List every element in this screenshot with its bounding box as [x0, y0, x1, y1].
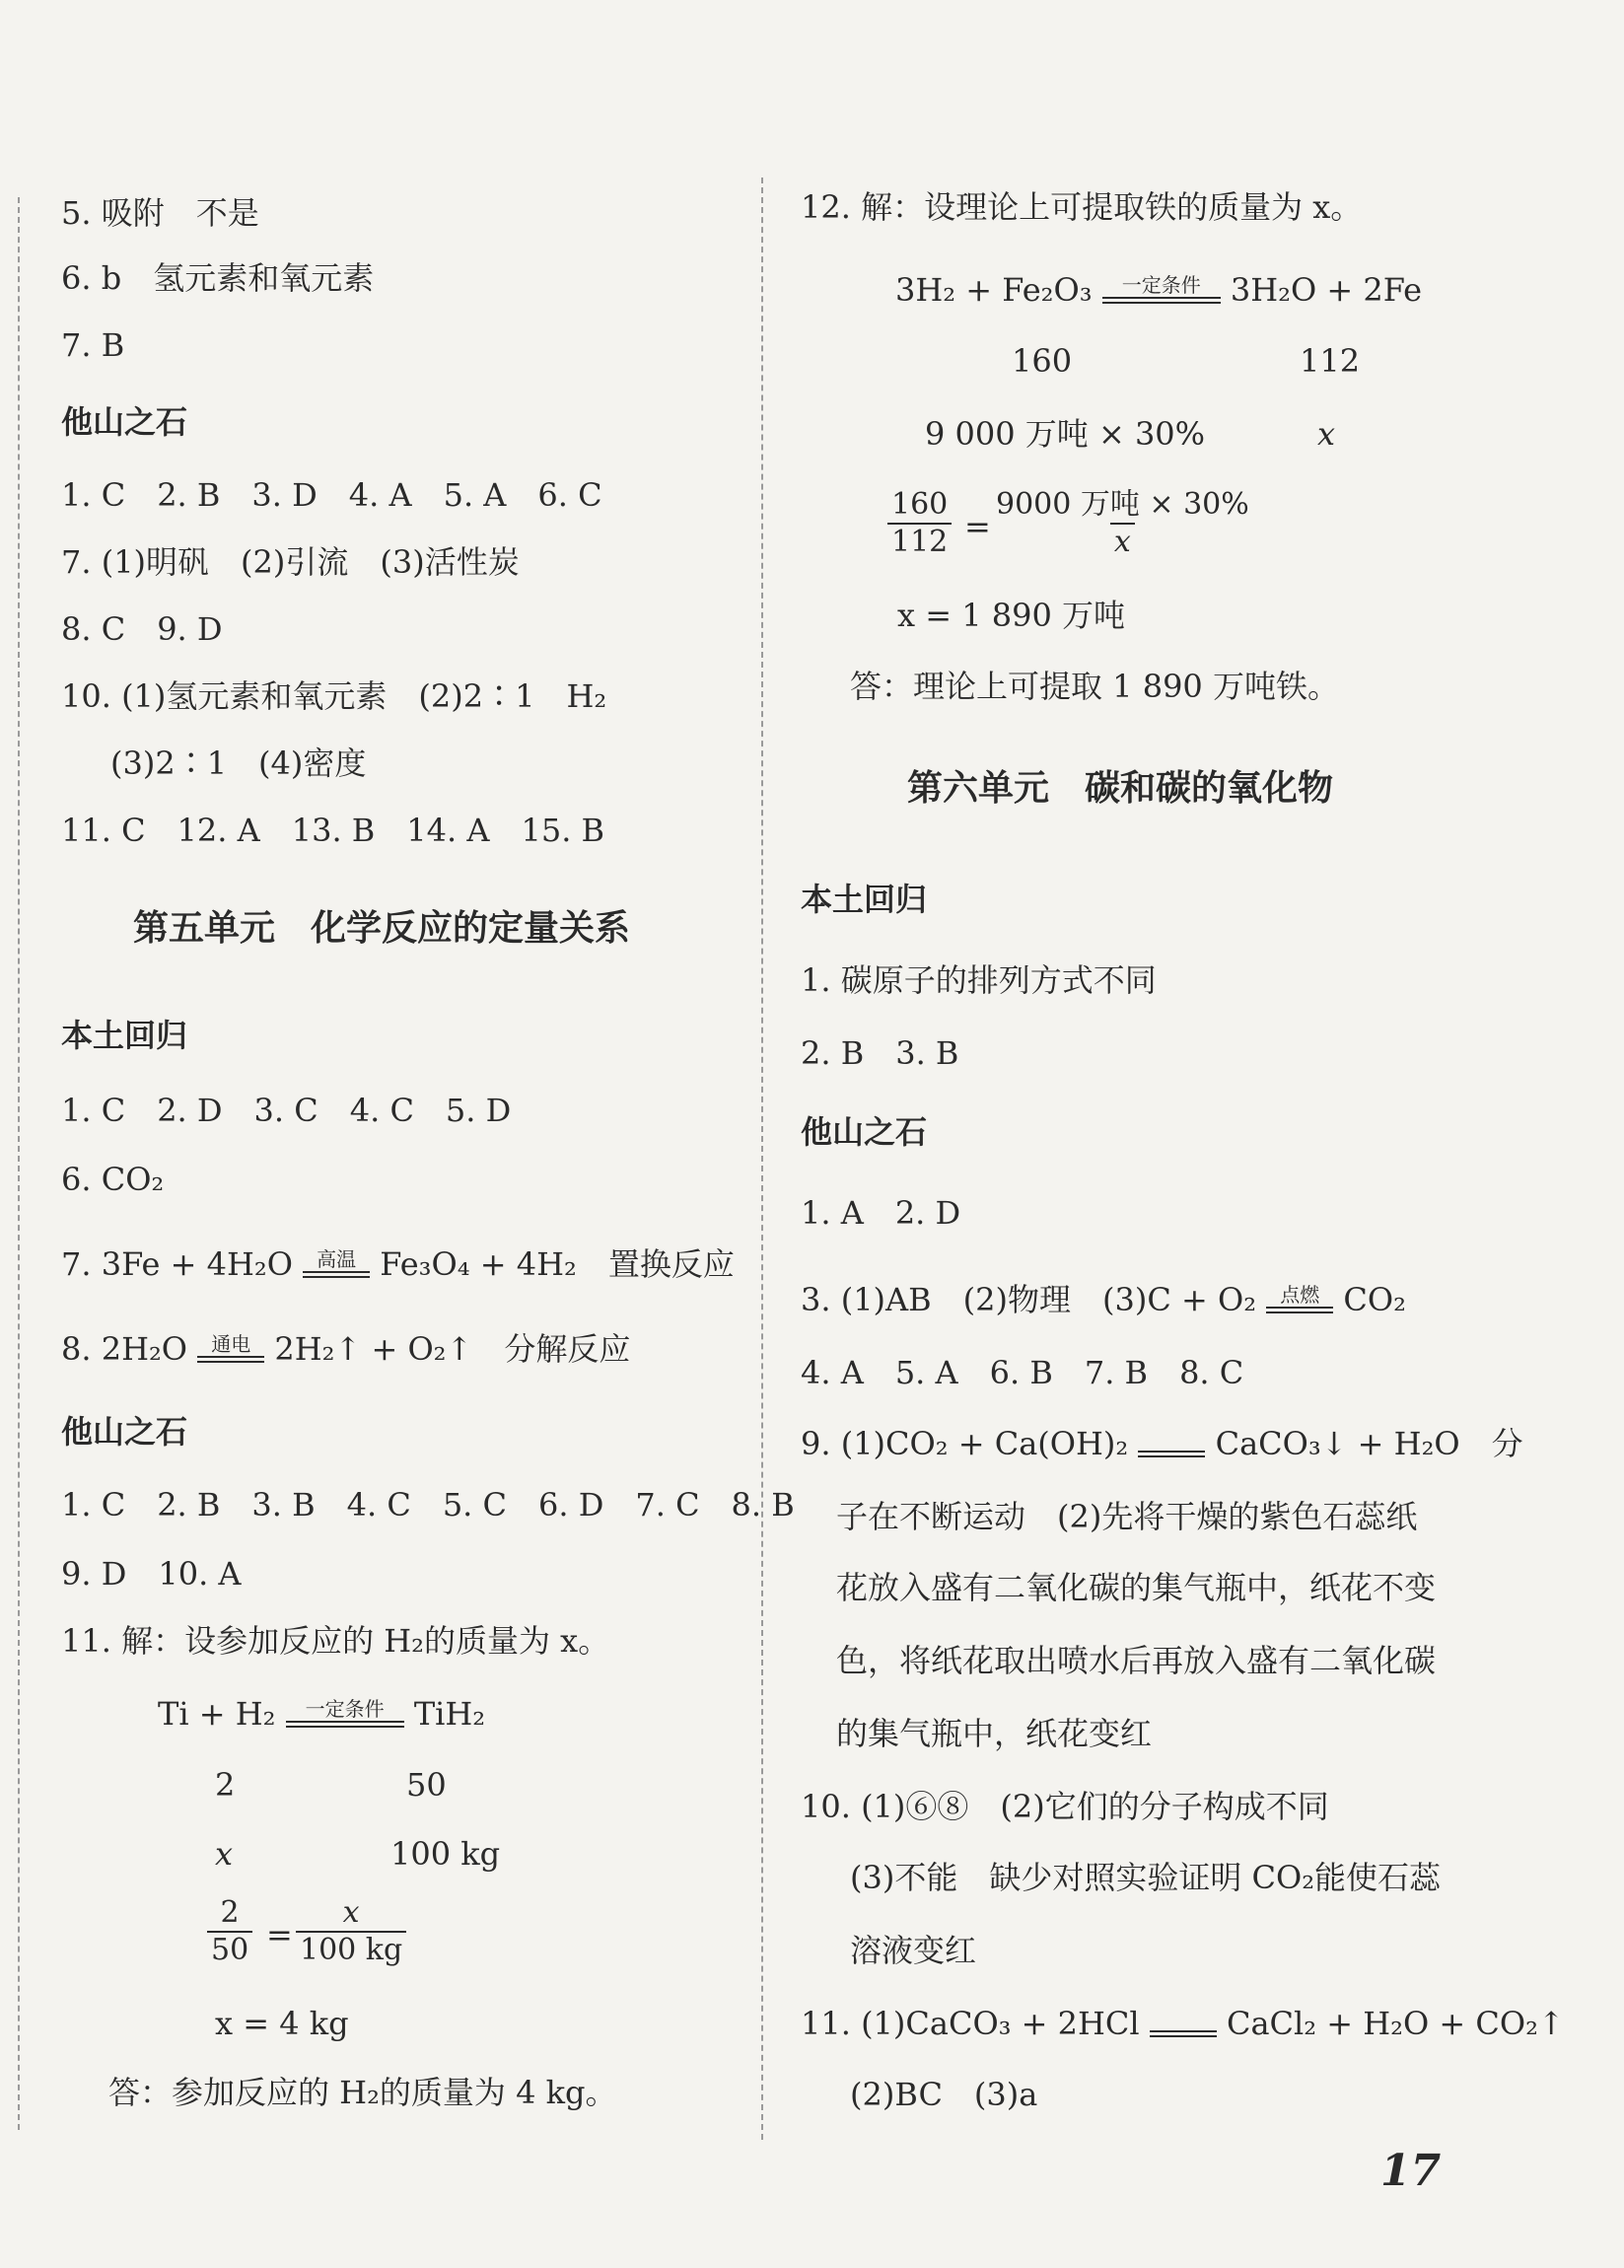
- answer-line: (3)不能 缺少对照实验证明 CO₂能使石蕊: [850, 1859, 1442, 1896]
- equation-9: [801, 1424, 1523, 1466]
- answer-line: 花放入盛有二氧化碳的集气瓶中，纸花不变: [836, 1569, 1437, 1606]
- equation-8: [61, 1329, 630, 1372]
- equals-sign: =: [266, 1916, 293, 1953]
- answer-line: 10. (1)氢元素和氧元素 (2)2∶1 H₂: [61, 677, 607, 715]
- condition-label: 一定条件: [305, 1696, 385, 1721]
- column-divider: [761, 177, 763, 2140]
- answer-line: 6. b 氢元素和氧元素: [61, 259, 375, 297]
- condition-label: 点燃: [1280, 1282, 1320, 1307]
- answer-line: 11. 解：设参加反应的 H₂的质量为 x。: [61, 1622, 610, 1660]
- fraction-denominator: 100 kg: [296, 1931, 406, 1968]
- fraction-numerator: 9000 万吨 × 30%: [996, 487, 1249, 522]
- answer-line: 5. 吸附 不是: [61, 194, 259, 232]
- equation-rhs: CO₂: [1343, 1281, 1406, 1318]
- unit-title: 第五单元 化学反应的定量关系: [133, 908, 631, 949]
- answer-line: 子在不断运动 (2)先将干燥的紫色石蕊纸: [836, 1498, 1418, 1535]
- solution-line: x = 1 890 万吨: [897, 597, 1125, 634]
- mass-a: x: [215, 1835, 234, 1873]
- condition-label: 一定条件: [1121, 272, 1201, 297]
- reaction-condition: [1266, 1283, 1333, 1322]
- condition-label: 通电: [211, 1331, 251, 1356]
- equation-rhs: CaCl₂ + H₂O + CO₂↑: [1226, 2005, 1565, 2042]
- equation-12: [895, 270, 1422, 313]
- answer-line: (2)BC (3)a: [850, 2076, 1038, 2113]
- ratio-left: [207, 1895, 252, 1968]
- equation-rhs: CaCO₃↓ + H₂O 分: [1215, 1425, 1523, 1462]
- reaction-condition: [1102, 273, 1221, 313]
- reaction-condition: [303, 1247, 370, 1287]
- mass-b: x: [1317, 415, 1336, 453]
- equals-arrow: [1138, 1427, 1205, 1466]
- solution-line: x = 4 kg: [215, 2005, 349, 2042]
- mass-a: 9 000 万吨 × 30%: [925, 415, 1206, 453]
- answer-line: 11. C 12. A 13. B 14. A 15. B: [61, 812, 605, 849]
- section-heading: 他山之石: [801, 1113, 928, 1151]
- equation-3: [801, 1280, 1406, 1322]
- equals-sign: =: [964, 508, 991, 545]
- molar-mass-a: 160: [1012, 342, 1073, 380]
- reaction-condition: [286, 1697, 404, 1736]
- molar-mass-b: 50: [406, 1766, 447, 1804]
- answer-line: 的集气瓶中，纸花变红: [836, 1715, 1153, 1752]
- equation-rhs: 2H₂↑ + O₂↑ 分解反应: [274, 1330, 631, 1368]
- molar-mass-a: 2: [215, 1766, 236, 1804]
- equation-11: [158, 1694, 485, 1736]
- answer-line: 10. (1)⑥⑧ (2)它们的分子构成不同: [801, 1788, 1329, 1825]
- reaction-condition: [197, 1332, 264, 1372]
- fraction-denominator: 50: [207, 1931, 252, 1968]
- section-heading: 他山之石: [61, 403, 188, 441]
- fraction-denominator: x: [1110, 523, 1135, 560]
- answer-line: 1. A 2. D: [801, 1194, 961, 1232]
- left-margin-rule: [18, 197, 20, 2130]
- mass-b: 100 kg: [390, 1835, 501, 1873]
- equation-lhs: 9. (1)CO₂ + Ca(OH)₂: [801, 1425, 1129, 1462]
- answer-line: 色，将纸花取出喷水后再放入盛有二氧化碳: [836, 1642, 1437, 1679]
- answer-line: 1. 碳原子的排列方式不同: [801, 961, 1157, 999]
- equation-lhs: 3H₂ + Fe₂O₃: [895, 271, 1093, 309]
- equation-rhs: 3H₂O + 2Fe: [1230, 271, 1423, 309]
- equals-arrow: [1150, 2007, 1217, 2046]
- section-heading: 本土回归: [61, 1017, 188, 1054]
- equation-lhs: 3. (1)AB (2)物理 (3)C + O₂: [801, 1281, 1257, 1318]
- answer-line: (3)2∶1 (4)密度: [110, 744, 367, 782]
- equation-lhs: Ti + H₂: [158, 1695, 276, 1733]
- page-number: 17: [1380, 2146, 1442, 2196]
- molar-mass-b: 112: [1300, 342, 1361, 380]
- answer-line: 7. (1)明矾 (2)引流 (3)活性炭: [61, 543, 520, 581]
- section-heading: 他山之石: [61, 1413, 188, 1451]
- ratio-right: [296, 1895, 406, 1968]
- answer-line: 7. B: [61, 326, 125, 364]
- equation-11b: [801, 2004, 1565, 2046]
- fraction-numerator: x: [342, 1895, 360, 1930]
- ratio-right: [992, 487, 1253, 560]
- answer-line: 8. C 9. D: [61, 610, 223, 648]
- equation-rhs: TiH₂: [413, 1695, 486, 1733]
- answer-line: 1. C 2. D 3. C 4. C 5. D: [61, 1092, 512, 1129]
- ratio-left: [887, 487, 952, 560]
- answer-line: 12. 解：设理论上可提取铁的质量为 x。: [801, 188, 1363, 226]
- fraction-numerator: 160: [891, 487, 949, 522]
- answer-line: 4. A 5. A 6. B 7. B 8. C: [801, 1354, 1244, 1391]
- answer-line: 9. D 10. A: [61, 1555, 242, 1593]
- equation-lhs: 11. (1)CaCO₃ + 2HCl: [801, 2005, 1140, 2042]
- equation-rhs: Fe₃O₄ + 4H₂ 置换反应: [380, 1245, 735, 1283]
- unit-title: 第六单元 碳和碳的氧化物: [907, 768, 1334, 809]
- answer-line: 2. B 3. B: [801, 1034, 959, 1072]
- fraction-numerator: 2: [220, 1895, 240, 1930]
- equation-lhs: 7. 3Fe + 4H₂O: [61, 1245, 293, 1283]
- section-heading: 本土回归: [801, 881, 928, 918]
- answer-line: 1. C 2. B 3. D 4. A 5. A 6. C: [61, 476, 602, 514]
- answer-statement: 答：参加反应的 H₂的质量为 4 kg。: [108, 2074, 617, 2111]
- answer-line: 6. CO₂: [61, 1161, 165, 1198]
- answer-line: 溶液变红: [850, 1932, 977, 1969]
- fraction-denominator: 112: [887, 523, 952, 560]
- answer-line: 1. C 2. B 3. B 4. C 5. C 6. D 7. C 8. B: [61, 1486, 795, 1524]
- equation-7: [61, 1244, 735, 1287]
- answer-statement: 答：理论上可提取 1 890 万吨铁。: [850, 668, 1339, 705]
- equation-lhs: 8. 2H₂O: [61, 1330, 188, 1368]
- condition-label: 高温: [317, 1246, 357, 1271]
